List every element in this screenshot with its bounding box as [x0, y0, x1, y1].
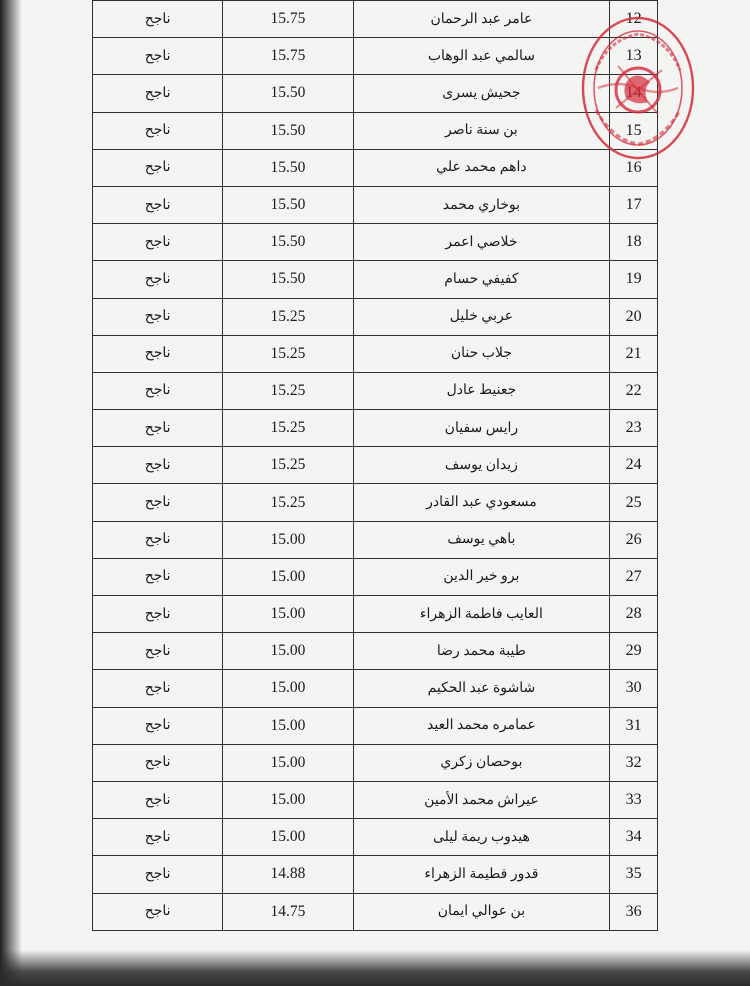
score-cell: 14.88	[223, 856, 353, 893]
status-cell: ناجح	[93, 75, 223, 112]
row-number-cell: 26	[610, 521, 658, 558]
page-edge-shadow	[0, 0, 22, 986]
table-row	[93, 186, 658, 223]
score-cell: 15.75	[223, 38, 353, 75]
row-number-cell: 32	[610, 744, 658, 781]
table-row	[93, 335, 658, 372]
row-number-cell: 20	[610, 298, 658, 335]
results-table-body	[93, 1, 658, 931]
row-number-cell: 30	[610, 670, 658, 707]
row-number-cell: 23	[610, 410, 658, 447]
row-number-cell: 21	[610, 335, 658, 372]
status-cell: ناجح	[93, 744, 223, 781]
score-cell: 15.00	[223, 633, 353, 670]
name-cell: العايب فاطمة الزهراء	[353, 596, 610, 633]
status-cell: ناجح	[93, 670, 223, 707]
row-number-cell: 15	[610, 112, 658, 149]
status-cell: ناجح	[93, 149, 223, 186]
official-seal-icon	[578, 10, 698, 162]
score-cell: 15.00	[223, 558, 353, 595]
name-cell: عربي خليل	[353, 298, 610, 335]
row-number-cell: 19	[610, 261, 658, 298]
table-row	[93, 558, 658, 595]
table-row	[93, 1, 658, 38]
table-row	[93, 261, 658, 298]
table-row	[93, 670, 658, 707]
row-number-cell: 28	[610, 596, 658, 633]
status-cell: ناجح	[93, 596, 223, 633]
name-cell: بن سنة ناصر	[353, 112, 610, 149]
score-cell: 15.25	[223, 447, 353, 484]
status-cell: ناجح	[93, 261, 223, 298]
name-cell: سالمي عبد الوهاب	[353, 38, 610, 75]
table-row	[93, 410, 658, 447]
score-cell: 15.50	[223, 75, 353, 112]
name-cell: جلاب حنان	[353, 335, 610, 372]
score-cell: 15.25	[223, 298, 353, 335]
page-bottom-shadow	[0, 950, 750, 986]
name-cell: كفيفي حسام	[353, 261, 610, 298]
score-cell: 15.00	[223, 707, 353, 744]
status-cell: ناجح	[93, 856, 223, 893]
table-row	[93, 633, 658, 670]
score-cell: 15.00	[223, 670, 353, 707]
status-cell: ناجح	[93, 484, 223, 521]
status-cell: ناجح	[93, 112, 223, 149]
name-cell: خلاصي اعمر	[353, 224, 610, 261]
name-cell: باهي يوسف	[353, 521, 610, 558]
score-cell: 15.00	[223, 596, 353, 633]
name-cell: رايس سفيان	[353, 410, 610, 447]
status-cell: ناجح	[93, 633, 223, 670]
table-row	[93, 781, 658, 818]
status-cell: ناجح	[93, 186, 223, 223]
status-cell: ناجح	[93, 893, 223, 930]
status-cell: ناجح	[93, 1, 223, 38]
name-cell: مسعودي عبد القادر	[353, 484, 610, 521]
name-cell: بن عوالي ايمان	[353, 893, 610, 930]
table-row	[93, 521, 658, 558]
row-number-cell: 12	[610, 1, 658, 38]
score-cell: 15.00	[223, 521, 353, 558]
score-cell: 15.25	[223, 484, 353, 521]
row-number-cell: 36	[610, 893, 658, 930]
score-cell: 15.50	[223, 186, 353, 223]
status-cell: ناجح	[93, 410, 223, 447]
results-table	[92, 0, 658, 931]
score-cell: 15.75	[223, 1, 353, 38]
status-cell: ناجح	[93, 298, 223, 335]
name-cell: قدور فطيمة الزهراء	[353, 856, 610, 893]
name-cell: هيدوب ريمة ليلى	[353, 819, 610, 856]
name-cell: برو خير الدين	[353, 558, 610, 595]
row-number-cell: 35	[610, 856, 658, 893]
score-cell: 15.50	[223, 112, 353, 149]
table-row	[93, 447, 658, 484]
row-number-cell: 27	[610, 558, 658, 595]
table-row	[93, 856, 658, 893]
table-row	[93, 298, 658, 335]
name-cell: جحيش يسرى	[353, 75, 610, 112]
score-cell: 15.50	[223, 149, 353, 186]
score-cell: 14.75	[223, 893, 353, 930]
table-row	[93, 112, 658, 149]
row-number-cell: 24	[610, 447, 658, 484]
name-cell: عمامره محمد العيد	[353, 707, 610, 744]
table-row	[93, 75, 658, 112]
table-row	[93, 149, 658, 186]
table-row	[93, 224, 658, 261]
score-cell: 15.25	[223, 372, 353, 409]
row-number-cell: 31	[610, 707, 658, 744]
name-cell: بوخاري محمد	[353, 186, 610, 223]
row-number-cell: 17	[610, 186, 658, 223]
name-cell: عيراش محمد الأمين	[353, 781, 610, 818]
row-number-cell: 34	[610, 819, 658, 856]
status-cell: ناجح	[93, 447, 223, 484]
table-row	[93, 893, 658, 930]
name-cell: طيبة محمد رضا	[353, 633, 610, 670]
score-cell: 15.00	[223, 781, 353, 818]
table-row	[93, 744, 658, 781]
name-cell: جعنيط عادل	[353, 372, 610, 409]
row-number-cell: 13	[610, 38, 658, 75]
name-cell: بوحصان زكري	[353, 744, 610, 781]
score-cell: 15.25	[223, 410, 353, 447]
row-number-cell: 25	[610, 484, 658, 521]
row-number-cell: 18	[610, 224, 658, 261]
row-number-cell: 16	[610, 149, 658, 186]
score-cell: 15.00	[223, 819, 353, 856]
status-cell: ناجح	[93, 224, 223, 261]
status-cell: ناجح	[93, 335, 223, 372]
score-cell: 15.50	[223, 224, 353, 261]
name-cell: داهم محمد علي	[353, 149, 610, 186]
table-row	[93, 372, 658, 409]
table-row	[93, 596, 658, 633]
name-cell: عامر عبد الرحمان	[353, 1, 610, 38]
table-row	[93, 38, 658, 75]
name-cell: شاشوة عبد الحكيم	[353, 670, 610, 707]
score-cell: 15.50	[223, 261, 353, 298]
status-cell: ناجح	[93, 372, 223, 409]
status-cell: ناجح	[93, 521, 223, 558]
row-number-cell: 29	[610, 633, 658, 670]
row-number-cell: 33	[610, 781, 658, 818]
status-cell: ناجح	[93, 781, 223, 818]
status-cell: ناجح	[93, 558, 223, 595]
score-cell: 15.00	[223, 744, 353, 781]
row-number-cell: 22	[610, 372, 658, 409]
status-cell: ناجح	[93, 707, 223, 744]
table-row	[93, 819, 658, 856]
table-row	[93, 484, 658, 521]
score-cell: 15.25	[223, 335, 353, 372]
table-row	[93, 707, 658, 744]
status-cell: ناجح	[93, 819, 223, 856]
name-cell: زيدان يوسف	[353, 447, 610, 484]
status-cell: ناجح	[93, 38, 223, 75]
